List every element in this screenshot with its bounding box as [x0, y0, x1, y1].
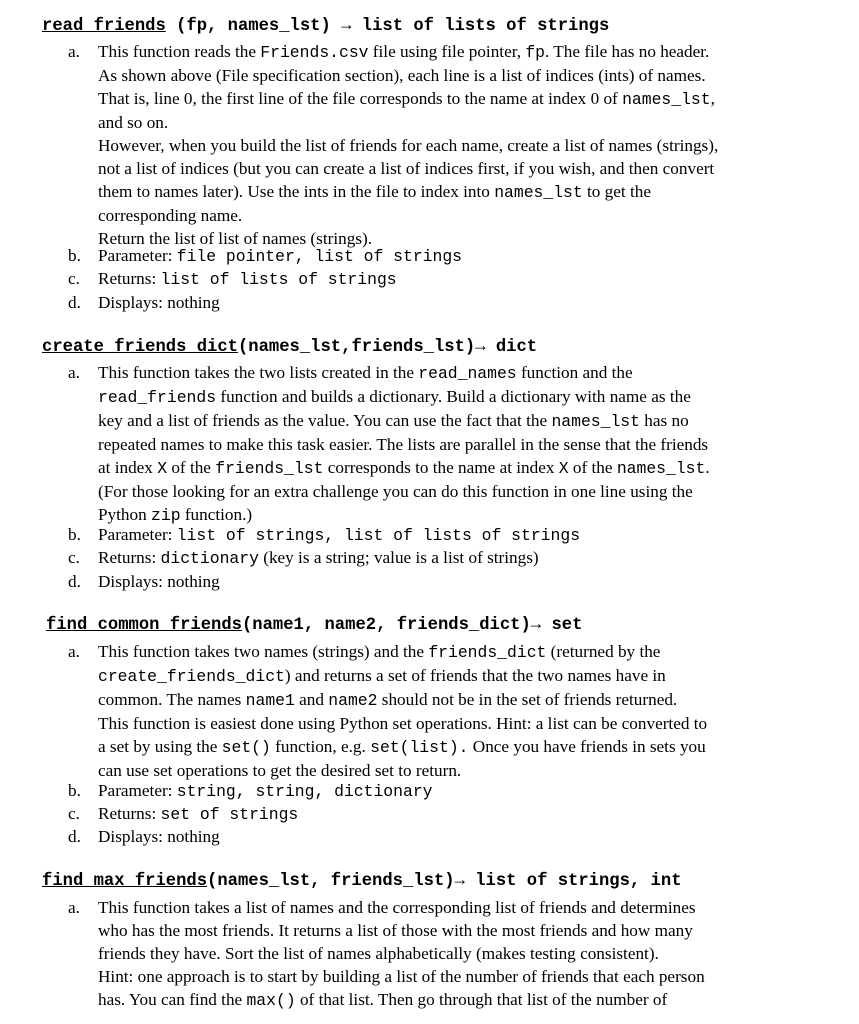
function-return: list of strings, int — [464, 872, 682, 891]
item-text: Displays: nothing — [98, 572, 220, 591]
line-text: . — [705, 458, 710, 477]
item-text: Displays: nothing — [98, 293, 220, 312]
line-text: function and the — [516, 363, 633, 382]
function-return: list of lists of strings — [351, 17, 610, 36]
text-line — [98, 688, 828, 712]
item-a — [68, 361, 828, 527]
code-text: string, string, dictionary — [176, 782, 433, 801]
line-text: of that list. Then go through that list of the number of — [295, 990, 668, 1009]
text-line — [98, 988, 828, 1012]
line-text: , — [710, 89, 715, 108]
line-text: (returned by the — [546, 642, 661, 661]
line-text: friends they have. Sort the list of names alphabetically (makes testing consistent). — [98, 944, 659, 963]
code-text: Friends.csv — [260, 43, 369, 62]
code-text: X — [157, 459, 168, 478]
item-label: b. — [68, 246, 81, 265]
code-text: zip — [151, 506, 181, 525]
item-b — [68, 779, 828, 803]
line-text: This function takes two names (strings) and the — [98, 642, 429, 661]
paragraph — [98, 361, 828, 527]
item-text: Parameter: — [98, 246, 177, 265]
function-name: find_common_friends — [46, 616, 242, 635]
text-line — [98, 712, 828, 735]
text-line — [98, 157, 828, 180]
text-line — [98, 204, 828, 227]
paragraph — [98, 896, 828, 1012]
code-text: friends_dict — [428, 643, 547, 662]
line-text: Return the list of list of names (strings). — [98, 229, 373, 248]
code-text: name1 — [245, 691, 295, 710]
paragraph — [98, 640, 828, 782]
code-text: file pointer, list of strings — [176, 247, 462, 266]
text-line — [98, 433, 828, 456]
line-text: function and builds a dictionary. Build a dictionary with name as the — [216, 387, 691, 406]
item-label: c. — [68, 269, 80, 288]
item-text: Returns: — [98, 548, 161, 567]
line-text: a set by using the — [98, 737, 222, 756]
line-text: key and a list of friends as the value. You can use the fact that the — [98, 411, 552, 430]
item-text: (key is a string; value is a list of strings) — [258, 548, 539, 567]
line-text: of the — [568, 458, 617, 477]
line-text: function, e.g. — [270, 737, 371, 756]
text-line — [98, 965, 828, 988]
arrow-icon: → — [454, 872, 465, 891]
line-text: at index — [98, 458, 158, 477]
line-text: Python — [98, 505, 152, 524]
code-text: set() — [221, 738, 271, 757]
item-label: b. — [68, 781, 81, 800]
line-text: can use set operations to get the desired set to return. — [98, 761, 462, 780]
line-text: Once you have friends in sets you — [468, 737, 706, 756]
code-text: max() — [246, 991, 296, 1010]
code-text: dictionary — [160, 549, 259, 568]
function-args: (fp, names_lst) — [165, 17, 342, 36]
code-text: names_lst — [622, 90, 711, 109]
item-b — [68, 244, 828, 268]
line-text: common. The names — [98, 690, 246, 709]
function-args: (names_lst, friends_lst) — [207, 872, 455, 891]
code-text: list of lists of strings — [160, 270, 397, 289]
code-text: X — [558, 459, 569, 478]
code-text: names_lst — [616, 459, 706, 478]
line-text: corresponding name. — [98, 206, 243, 225]
line-text: and — [294, 690, 329, 709]
line-text: has no — [639, 411, 689, 430]
item-a — [68, 896, 828, 1012]
code-text: set of strings — [160, 805, 299, 824]
line-text: As shown above (File specification section), each line is a list of indices (ints) of names. — [98, 66, 706, 85]
text-line — [98, 180, 828, 204]
text-line — [98, 64, 828, 87]
text-line — [98, 87, 828, 111]
item-c — [68, 267, 828, 291]
line-text: This function is easiest done using Python set operations. Hint: a list can be converted to — [98, 714, 708, 733]
code-text: read_friends — [98, 388, 217, 407]
item-label: a. — [68, 363, 80, 382]
line-text: That is, line 0, the first line of the file corresponds to the name at index 0 of — [98, 89, 623, 108]
item-d — [68, 570, 828, 593]
code-text: friends_lst — [215, 459, 324, 478]
text-line — [98, 134, 828, 157]
function-args: (names_lst,friends_lst) — [237, 338, 476, 357]
item-d — [68, 291, 828, 314]
line-text: repeated names to make this task easier. The lists are parallel in the sense that the friends — [98, 435, 709, 454]
text-line — [98, 919, 828, 942]
code-text: fp — [525, 43, 546, 62]
item-label: a. — [68, 642, 80, 661]
line-text: Hint: one approach is to start by building a list of the number of friends that each person — [98, 967, 705, 986]
line-text: However, when you build the list of friends for each name, create a list of names (strings), — [98, 136, 719, 155]
arrow-icon: → — [341, 17, 352, 36]
function-return: dict — [485, 338, 538, 357]
code-text: names_lst — [494, 183, 583, 202]
text-line — [98, 361, 828, 385]
text-line — [98, 896, 828, 919]
arrow-icon: → — [530, 616, 542, 635]
text-line — [98, 480, 828, 503]
text-line — [98, 664, 828, 688]
line-text: . The file has no header. — [545, 42, 710, 61]
code-text: names_lst — [551, 412, 640, 431]
text-line — [98, 40, 828, 64]
function-signature — [46, 615, 582, 637]
code-text: name2 — [328, 691, 378, 710]
code-text: create_friends_dict — [98, 667, 285, 686]
text-line — [98, 456, 828, 480]
text-line — [98, 735, 828, 759]
line-text: file using file pointer, — [368, 42, 526, 61]
function-name: find_max_friends — [42, 872, 208, 891]
item-c — [68, 802, 828, 826]
item-label: b. — [68, 525, 81, 544]
line-text: not a list of indices (but you can create a list of indices first, if you wish, and then convert — [98, 159, 715, 178]
paragraph — [98, 40, 828, 250]
line-text: should not be in the set of friends returned. — [377, 690, 678, 709]
item-label: d. — [68, 293, 81, 312]
item-text: Displays: nothing — [98, 827, 220, 846]
item-label: c. — [68, 548, 80, 567]
function-name: read_friends — [42, 17, 166, 36]
line-text: to get the — [582, 182, 651, 201]
text-line — [98, 942, 828, 965]
text-line — [98, 385, 828, 409]
line-text: them to names later). Use the ints in the file to index into — [98, 182, 495, 201]
line-text: who has the most friends. It returns a list of those with the most friends and how many — [98, 921, 693, 940]
item-label: d. — [68, 572, 81, 591]
line-text: function.) — [180, 505, 253, 524]
function-args: (name1, name2, friends_dict) — [241, 616, 531, 635]
item-text: Returns: — [98, 804, 161, 823]
function-signature — [42, 337, 537, 359]
item-a — [68, 40, 828, 250]
line-text: This function takes a list of names and the corresponding list of friends and determines — [98, 898, 696, 917]
line-text: This function takes the two lists created in the — [98, 363, 419, 382]
item-text: Returns: — [98, 269, 161, 288]
line-text: corresponds to the name at index — [323, 458, 559, 477]
item-b — [68, 523, 828, 547]
text-line — [98, 409, 828, 433]
function-name: create_friends_dict — [42, 338, 238, 357]
text-line — [98, 111, 828, 134]
code-text: set(list). — [370, 738, 469, 757]
line-text: has. You can find the — [98, 990, 247, 1009]
arrow-icon: → — [475, 338, 486, 357]
item-label: c. — [68, 804, 80, 823]
function-signature — [42, 871, 682, 893]
line-text: of the — [167, 458, 216, 477]
line-text: and so on. — [98, 113, 169, 132]
item-label: a. — [68, 898, 80, 917]
item-a — [68, 640, 828, 782]
code-text: read_names — [418, 364, 517, 383]
item-text: Parameter: — [98, 525, 177, 544]
text-line — [98, 640, 828, 664]
code-text: list of strings, list of lists of strings — [176, 526, 581, 545]
line-text: This function reads the — [98, 42, 261, 61]
item-c — [68, 546, 828, 570]
item-d — [68, 825, 828, 848]
function-signature — [42, 16, 609, 38]
function-return: set — [541, 616, 583, 635]
line-text: (For those looking for an extra challenge you can do this function in one line using the — [98, 482, 693, 501]
item-label: d. — [68, 827, 81, 846]
item-text: Parameter: — [98, 781, 177, 800]
line-text: ) and returns a set of friends that the two names have in — [284, 666, 666, 685]
item-label: a. — [68, 42, 80, 61]
